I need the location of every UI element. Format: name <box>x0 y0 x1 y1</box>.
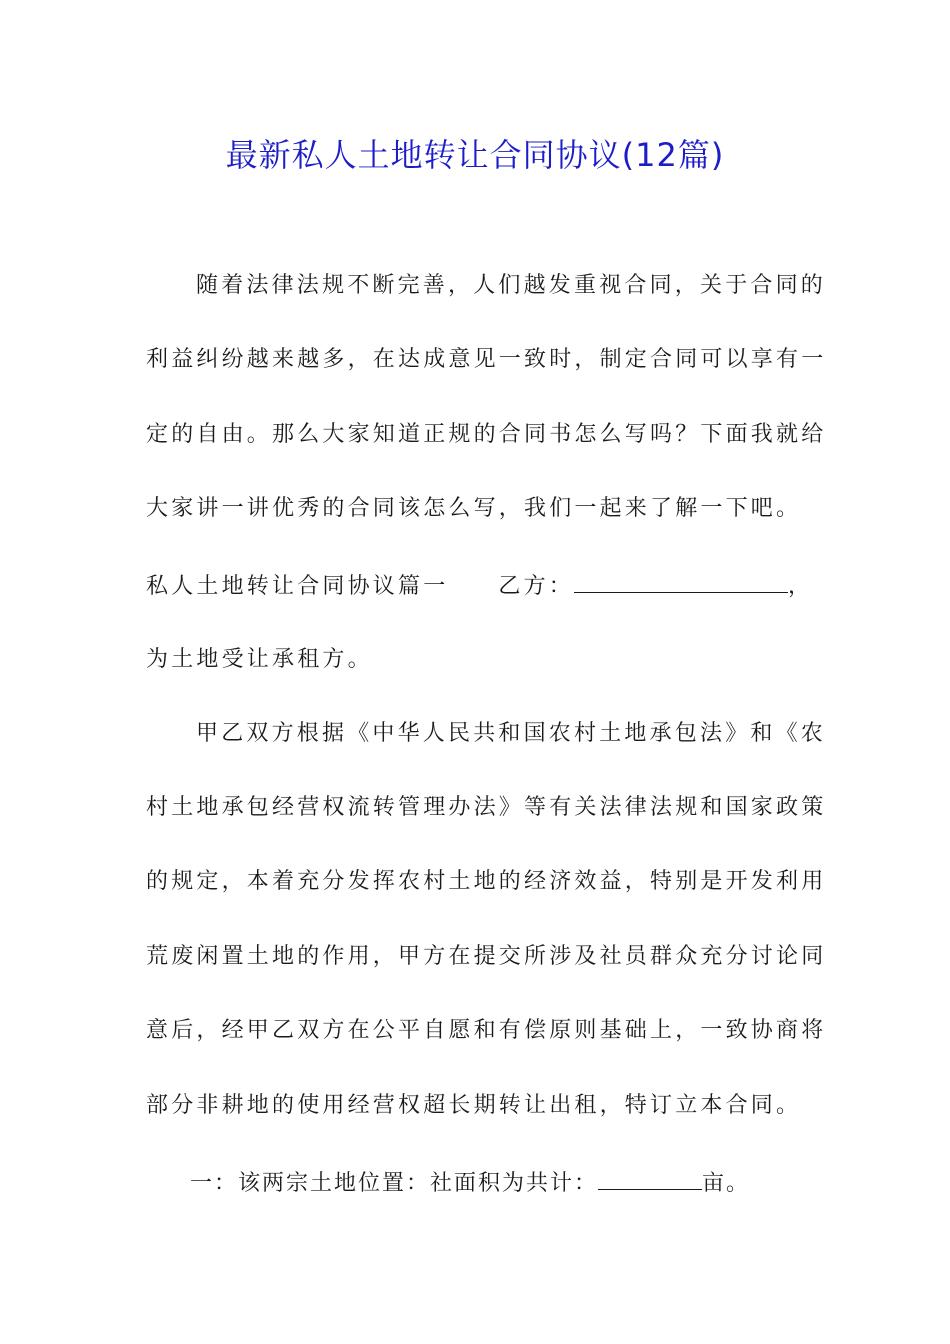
clause-one-suffix: 亩。 <box>702 1171 751 1196</box>
body-line-1: 甲乙双方根据《中华人民共和国农村土地承包法》和《农 <box>196 721 827 746</box>
intro-line-3: 定的自由。那么大家知道正规的合同书怎么写吗？下面我就给 <box>146 422 827 447</box>
intro-line-1: 随着法律法规不断完善，人们越发重视合同，关于合同的 <box>196 273 827 298</box>
clause-one-line <box>190 1167 806 1199</box>
intro-line-2: 利益纠纷越来越多，在达成意见一致时，制定合同可以享有一 <box>146 347 827 372</box>
document-title: 最新私人土地转让合同协议(12篇) <box>225 136 725 174</box>
party-b-label: 乙方： <box>498 574 575 599</box>
party-b-suffix: ， <box>788 574 814 599</box>
clause-one-prefix: 一：该两宗土地位置：社面积为共计： <box>190 1171 599 1196</box>
intro-line-4: 大家讲一讲优秀的合同该怎么写，我们一起来了解一下吧。 <box>146 496 802 521</box>
body-line-4: 荒废闲置土地的作用，甲方在提交所涉及社员群众充分讨论同 <box>146 944 827 969</box>
party-b-blank <box>574 570 788 593</box>
body-line-6: 部分非耕地的使用经营权超长期转让出租，特订立本合同。 <box>146 1093 802 1118</box>
body-line-5: 意后，经甲乙双方在公平自愿和有偿原则基础上，一致协商将 <box>146 1018 827 1043</box>
body-line-3: 的规定，本着充分发挥农村土地的经济效益，特别是开发利用 <box>146 869 827 894</box>
party-b-line <box>146 570 814 602</box>
party-b-role: 为土地受让承租方。 <box>146 647 373 672</box>
clause-one-blank <box>598 1167 702 1190</box>
section-heading: 私人土地转让合同协议篇一 <box>146 574 449 599</box>
body-line-2: 村土地承包经营权流转管理办法》等有关法律法规和国家政策 <box>146 795 827 820</box>
